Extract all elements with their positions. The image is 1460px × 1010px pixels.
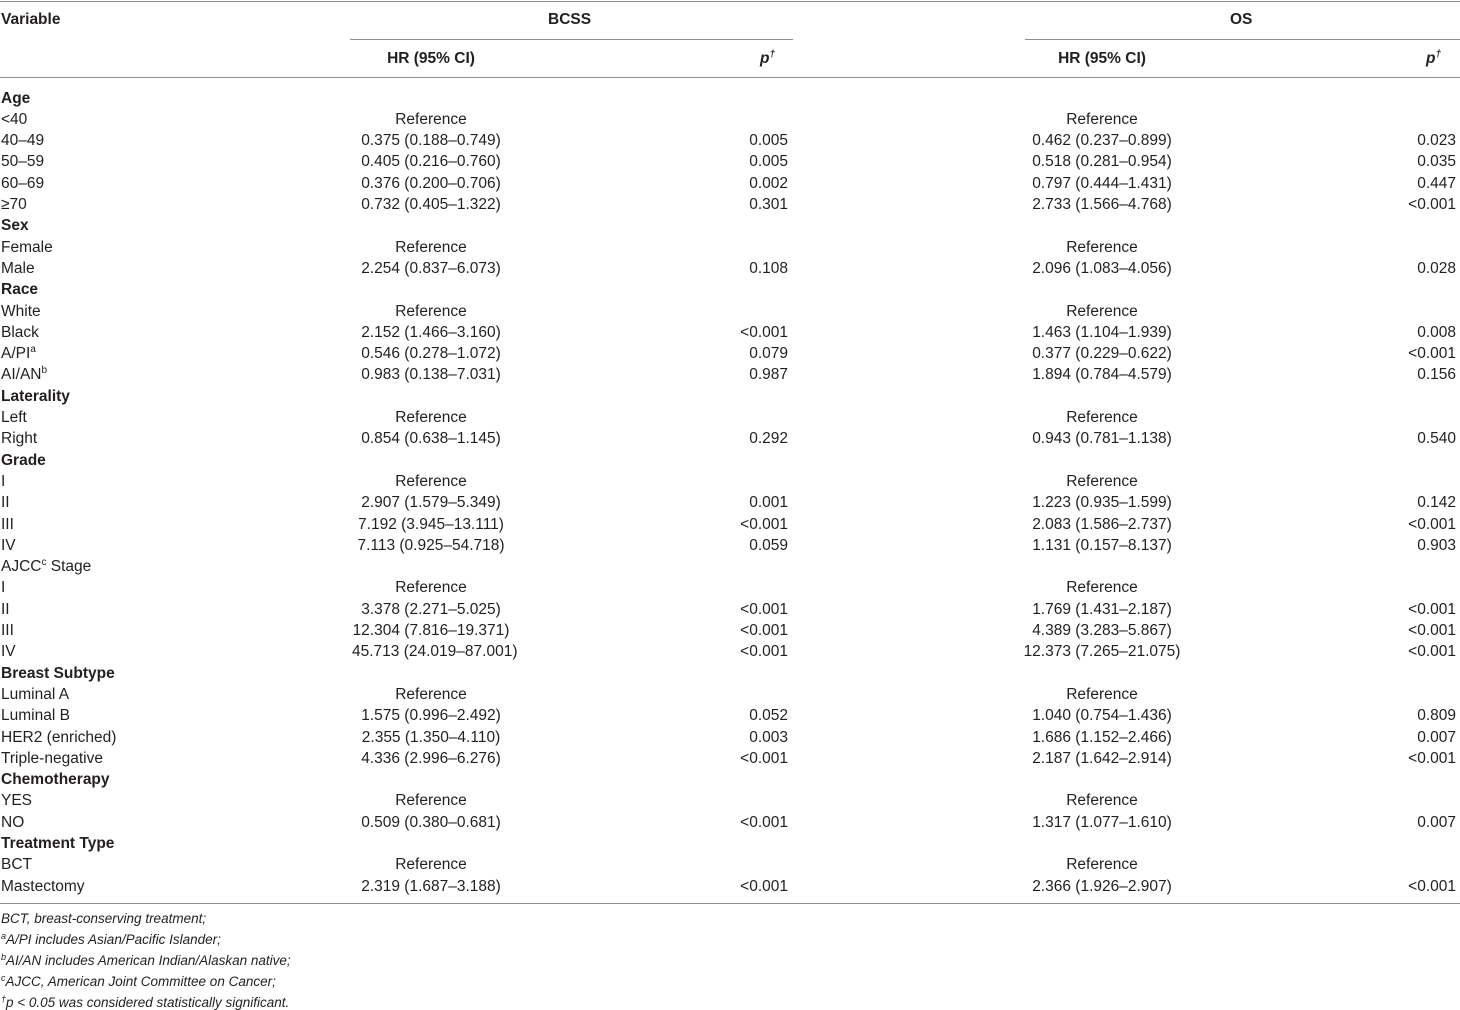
os-hr-cell: 1.463 (1.104–1.939): [1032, 323, 1172, 341]
row-label: III: [1, 622, 14, 639]
os-hr-cell: Reference: [1066, 685, 1138, 703]
row-label: White: [1, 302, 41, 320]
row-label: NO: [1, 813, 25, 831]
bcss-hr-cell: Reference: [395, 472, 467, 490]
row-label: 40–49: [1, 132, 45, 150]
table-row: [0, 599, 1460, 620]
row-label: Luminal A: [1, 685, 70, 703]
section-header-row: [0, 386, 1460, 407]
bcss-hr-cell: 45.713 (24.019–87.001): [352, 643, 518, 661]
bcss-p-cell: 0.987: [749, 366, 788, 384]
os-hr-cell: Reference: [1066, 472, 1138, 490]
bcss-p-cell: 0.301: [749, 196, 788, 213]
row-label: $A/PI^a$: [1, 344, 36, 363]
bcss-hr-cell: Reference: [395, 302, 467, 320]
os-p-cell: <0.001: [1408, 196, 1456, 213]
table-row: [0, 514, 1460, 535]
bcss-hr-cell: 0.375 (0.188–0.749): [361, 132, 501, 150]
os-hr-cell: 1.223 (0.935–1.599): [1032, 494, 1172, 512]
bcss-hr-cell: 7.192 (3.945–13.111): [358, 515, 504, 533]
table-row: [0, 854, 1460, 875]
bcss-hr-cell: Reference: [395, 579, 467, 597]
table-row: [0, 301, 1460, 322]
row-label: Laterality: [1, 387, 70, 405]
os-hr-cell: 2.366 (1.926–2.907): [1032, 877, 1172, 895]
table-row: [0, 684, 1460, 705]
bcss-hr-cell: Reference: [395, 685, 467, 703]
row-label: Mastectomy: [1, 877, 85, 895]
os-p-cell: 0.028: [1417, 259, 1456, 277]
bcss-hr-cell: 2.355 (1.350–4.110): [361, 728, 501, 746]
row-label: Luminal B: [1, 707, 70, 725]
bcss-hr-cell: 0.983 (0.138–7.031): [361, 366, 501, 384]
os-p-cell: 0.007: [1417, 728, 1456, 746]
row-label: Sex: [1, 217, 29, 235]
os-p-cell: 0.007: [1417, 813, 1456, 831]
row-label: YES: [1, 792, 33, 810]
header-os: OS: [1230, 11, 1253, 28]
row-label: HER2 (enriched): [1, 728, 117, 746]
table-row: [0, 556, 1460, 577]
bcss-p-cell: <0.001: [740, 323, 788, 341]
os-hr-cell: Reference: [1066, 792, 1138, 810]
table-row: [0, 322, 1460, 343]
bcss-hr-cell: Reference: [395, 792, 467, 810]
table-row: [0, 258, 1460, 279]
os-hr-cell: 2.187 (1.642–2.914): [1032, 749, 1172, 767]
table-row: [0, 535, 1460, 556]
bcss-p-cell: 0.108: [749, 259, 788, 277]
bcss-span-rule: [350, 39, 793, 40]
bcss-p-cell: 0.292: [749, 430, 788, 448]
header-variable: Variable: [1, 11, 61, 28]
table-row: [0, 577, 1460, 598]
bcss-p-cell: 0.003: [749, 728, 788, 746]
table-row: [0, 812, 1460, 833]
os-hr-cell: 0.518 (0.281–0.954): [1032, 153, 1172, 171]
os-hr-cell: Reference: [1066, 579, 1138, 597]
row-label: Black: [1, 323, 39, 341]
table-row: [0, 492, 1460, 513]
footnote: †p < 0.05 was considered statistically significant.: [1, 994, 290, 1010]
section-header-row: [0, 663, 1460, 684]
os-p-cell: <0.001: [1408, 749, 1456, 767]
top-rule: [0, 1, 1460, 2]
header-os-hr: HR (95% CI): [1058, 50, 1146, 67]
row-label: IV: [1, 643, 16, 661]
table-row: [0, 151, 1460, 172]
footnote: BCT, breast-conserving treatment;: [1, 911, 207, 926]
os-p-cell: 0.023: [1417, 132, 1456, 150]
os-p-cell: <0.001: [1408, 877, 1456, 895]
os-hr-cell: 2.083 (1.586–2.737): [1032, 515, 1172, 533]
bcss-hr-cell: 0.376 (0.200–0.706): [361, 174, 501, 192]
table-row: [0, 790, 1460, 811]
os-p-cell: <0.001: [1408, 643, 1456, 661]
table-row: [0, 194, 1460, 215]
row-label: 50–59: [1, 153, 45, 171]
bcss-hr-cell: Reference: [395, 110, 467, 128]
bcss-hr-cell: 12.304 (7.816–19.371): [352, 622, 510, 639]
os-hr-cell: Reference: [1066, 110, 1138, 128]
row-label: III: [1, 515, 14, 533]
section-header-row: [0, 450, 1460, 471]
footnote: $^c$AJCC, American Joint Committee on Cancer;: [1, 973, 276, 989]
os-hr-cell: 1.317 (1.077–1.610): [1032, 813, 1172, 831]
os-p-cell: 0.008: [1417, 323, 1456, 341]
row-label: ≥70: [1, 196, 27, 213]
header-bcss-p: p†: [760, 49, 776, 67]
row-label: Age: [1, 89, 31, 107]
os-hr-cell: 1.894 (0.784–4.579): [1032, 366, 1172, 384]
table-row: [0, 620, 1460, 641]
bcss-p-cell: 0.001: [749, 494, 788, 512]
header-bottom-rule: [0, 77, 1460, 78]
os-p-cell: 0.809: [1417, 707, 1456, 725]
bcss-p-cell: 0.002: [749, 174, 788, 192]
bcss-p-cell: 0.059: [749, 536, 788, 554]
bcss-p-cell: <0.001: [740, 813, 788, 831]
os-p-cell: <0.001: [1408, 600, 1456, 618]
bcss-p-cell: <0.001: [740, 515, 788, 533]
os-hr-cell: Reference: [1066, 238, 1138, 256]
row-label: I: [1, 579, 6, 597]
bcss-p-cell: 0.005: [749, 153, 788, 171]
section-header-row: [0, 215, 1460, 236]
section-header-row: [0, 833, 1460, 854]
bcss-p-cell: <0.001: [740, 600, 788, 618]
bcss-p-cell: 0.079: [749, 345, 788, 363]
section-header-row: [0, 279, 1460, 300]
row-label: IV: [1, 536, 16, 554]
bcss-hr-cell: 2.254 (0.837–6.073): [361, 259, 501, 277]
os-hr-cell: 1.131 (0.157–8.137): [1032, 536, 1172, 554]
bcss-p-cell: 0.005: [749, 132, 788, 150]
bcss-hr-cell: 4.336 (2.996–6.276): [361, 749, 501, 767]
row-label: $AI/AN^b$: [1, 365, 48, 384]
table-row: [0, 876, 1460, 897]
row-label: Female: [1, 238, 53, 256]
table-bottom-rule: [0, 903, 1460, 904]
table-row: [0, 237, 1460, 258]
row-label: Grade: [1, 451, 46, 469]
os-p-cell: 0.903: [1417, 536, 1456, 554]
row-label: Treatment Type: [1, 835, 115, 852]
os-hr-cell: 2.096 (1.083–4.056): [1032, 259, 1172, 277]
table-row: [0, 109, 1460, 130]
os-hr-cell: Reference: [1066, 409, 1138, 426]
os-p-cell: <0.001: [1408, 622, 1456, 639]
bcss-hr-cell: Reference: [395, 409, 467, 426]
bcss-p-cell: <0.001: [740, 622, 788, 639]
row-label: Chemotherapy: [1, 771, 110, 789]
bcss-p-cell: <0.001: [740, 877, 788, 895]
os-hr-cell: 1.769 (1.431–2.187): [1032, 600, 1172, 618]
row-label: <40: [1, 110, 28, 128]
table-row: [0, 173, 1460, 194]
bcss-hr-cell: Reference: [395, 238, 467, 256]
os-hr-cell: 1.040 (0.754–1.436): [1032, 707, 1172, 725]
table-row: [0, 748, 1460, 769]
row-label: Race: [1, 281, 39, 299]
table-row: [0, 471, 1460, 492]
table-row: [0, 407, 1460, 428]
row-label: Right: [1, 430, 38, 448]
bcss-p-cell: 0.052: [749, 707, 788, 725]
os-hr-cell: 0.462 (0.237–0.899): [1032, 132, 1172, 150]
table-row: [0, 705, 1460, 726]
os-hr-cell: Reference: [1066, 856, 1138, 874]
bcss-hr-cell: 0.546 (0.278–1.072): [361, 345, 501, 363]
os-p-cell: 0.156: [1417, 366, 1456, 384]
header-bcss: BCSS: [548, 11, 592, 28]
row-label: 60–69: [1, 174, 45, 192]
row-label: AJCC$^c$ Stage: [1, 557, 92, 576]
bcss-hr-cell: 0.405 (0.216–0.760): [361, 153, 501, 171]
footnote: $^a$A/PI includes Asian/Pacific Islander;: [1, 931, 221, 947]
os-p-cell: 0.142: [1417, 494, 1456, 512]
bcss-p-cell: <0.001: [740, 749, 788, 767]
row-label: Male: [1, 259, 35, 277]
row-label: Left: [1, 409, 27, 426]
bcss-hr-cell: 1.575 (0.996–2.492): [361, 707, 501, 725]
row-label: BCT: [1, 856, 32, 874]
os-hr-cell: 4.389 (3.283–5.867): [1032, 622, 1172, 639]
os-p-cell: <0.001: [1408, 345, 1456, 363]
table-row: [0, 641, 1460, 662]
os-span-rule: [1025, 39, 1460, 40]
bcss-hr-cell: 0.732 (0.405–1.322): [361, 196, 501, 213]
table-row: [0, 130, 1460, 151]
os-p-cell: <0.001: [1408, 515, 1456, 533]
os-p-cell: 0.447: [1417, 174, 1456, 192]
row-label: Triple-negative: [1, 749, 103, 767]
section-header-row: [0, 769, 1460, 790]
row-label: I: [1, 472, 6, 490]
bcss-hr-cell: 0.854 (0.638–1.145): [361, 430, 501, 448]
os-hr-cell: 2.733 (1.566–4.768): [1032, 196, 1172, 213]
os-hr-cell: 0.943 (0.781–1.138): [1032, 430, 1172, 448]
bcss-hr-cell: Reference: [395, 856, 467, 874]
row-label: Breast Subtype: [1, 664, 115, 682]
bcss-hr-cell: 2.907 (1.579–5.349): [361, 494, 501, 512]
table-row: [0, 343, 1460, 364]
bcss-hr-cell: 7.113 (0.925–54.718): [357, 536, 505, 554]
bcss-hr-cell: 2.152 (1.466–3.160): [361, 323, 501, 341]
footnote: $^b$AI/AN includes American Indian/Alaskan native;: [1, 952, 291, 968]
section-header-row: [0, 88, 1460, 109]
table-row: [0, 428, 1460, 449]
bcss-hr-cell: 0.509 (0.380–0.681): [361, 813, 501, 831]
bcss-p-cell: <0.001: [740, 643, 788, 661]
row-label: II: [1, 494, 10, 512]
os-p-cell: 0.035: [1417, 153, 1456, 171]
table-row: [0, 364, 1460, 385]
row-label: II: [1, 600, 10, 618]
os-hr-cell: 12.373 (7.265–21.075): [1023, 643, 1181, 661]
header-os-p: p†: [1426, 49, 1442, 67]
os-hr-cell: Reference: [1066, 302, 1138, 320]
os-hr-cell: 1.686 (1.152–2.466): [1032, 728, 1172, 746]
bcss-hr-cell: 3.378 (2.271–5.025): [361, 600, 501, 618]
os-hr-cell: 0.377 (0.229–0.622): [1032, 345, 1172, 363]
header-bcss-hr: HR (95% CI): [387, 50, 475, 67]
table-row: [0, 727, 1460, 748]
os-hr-cell: 0.797 (0.444–1.431): [1032, 174, 1172, 192]
os-p-cell: 0.540: [1417, 430, 1456, 448]
bcss-hr-cell: 2.319 (1.687–3.188): [361, 877, 501, 895]
